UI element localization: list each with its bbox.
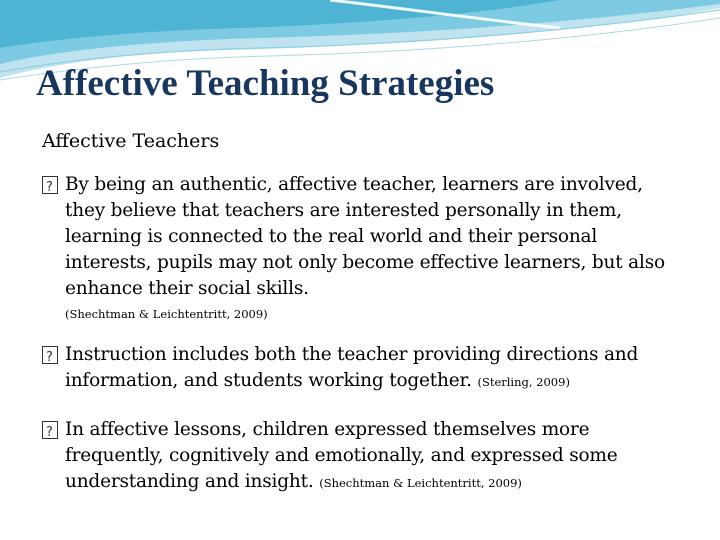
bullet-box-icon: [42, 346, 58, 364]
slide-subheading: Affective Teachers: [42, 130, 220, 152]
bullet-item: [42, 342, 682, 395]
bullet-citation: (Sterling, 2009): [477, 375, 570, 389]
bullet-list: [42, 172, 682, 518]
bullet-citation: (Shechtman & Leichtentritt, 2009): [319, 476, 522, 490]
bullet-text: By being an authentic, affective teacher, learners are involved, they believe that teachers are interested personally in them, learning is connected to the real world and their personal interests, pupils may not only become effective learners, but also enhance their social skills.: [65, 174, 665, 299]
bullet-box-icon: [42, 176, 58, 194]
bullet-text: Instruction includes both the teacher providing directions and information, and students working together.: [65, 344, 639, 391]
bullet-item: [42, 172, 682, 324]
bullet-text: In affective lessons, children expressed themselves more frequently, cognitively and emotionally, and expressed some understanding and insight.: [65, 419, 618, 492]
slide-title: Affective Teaching Strategies: [36, 63, 495, 104]
bullet-item: [42, 417, 682, 496]
bullet-box-icon: [42, 421, 58, 439]
bullet-citation: (Shechtman & Leichtentritt, 2009): [65, 307, 268, 321]
